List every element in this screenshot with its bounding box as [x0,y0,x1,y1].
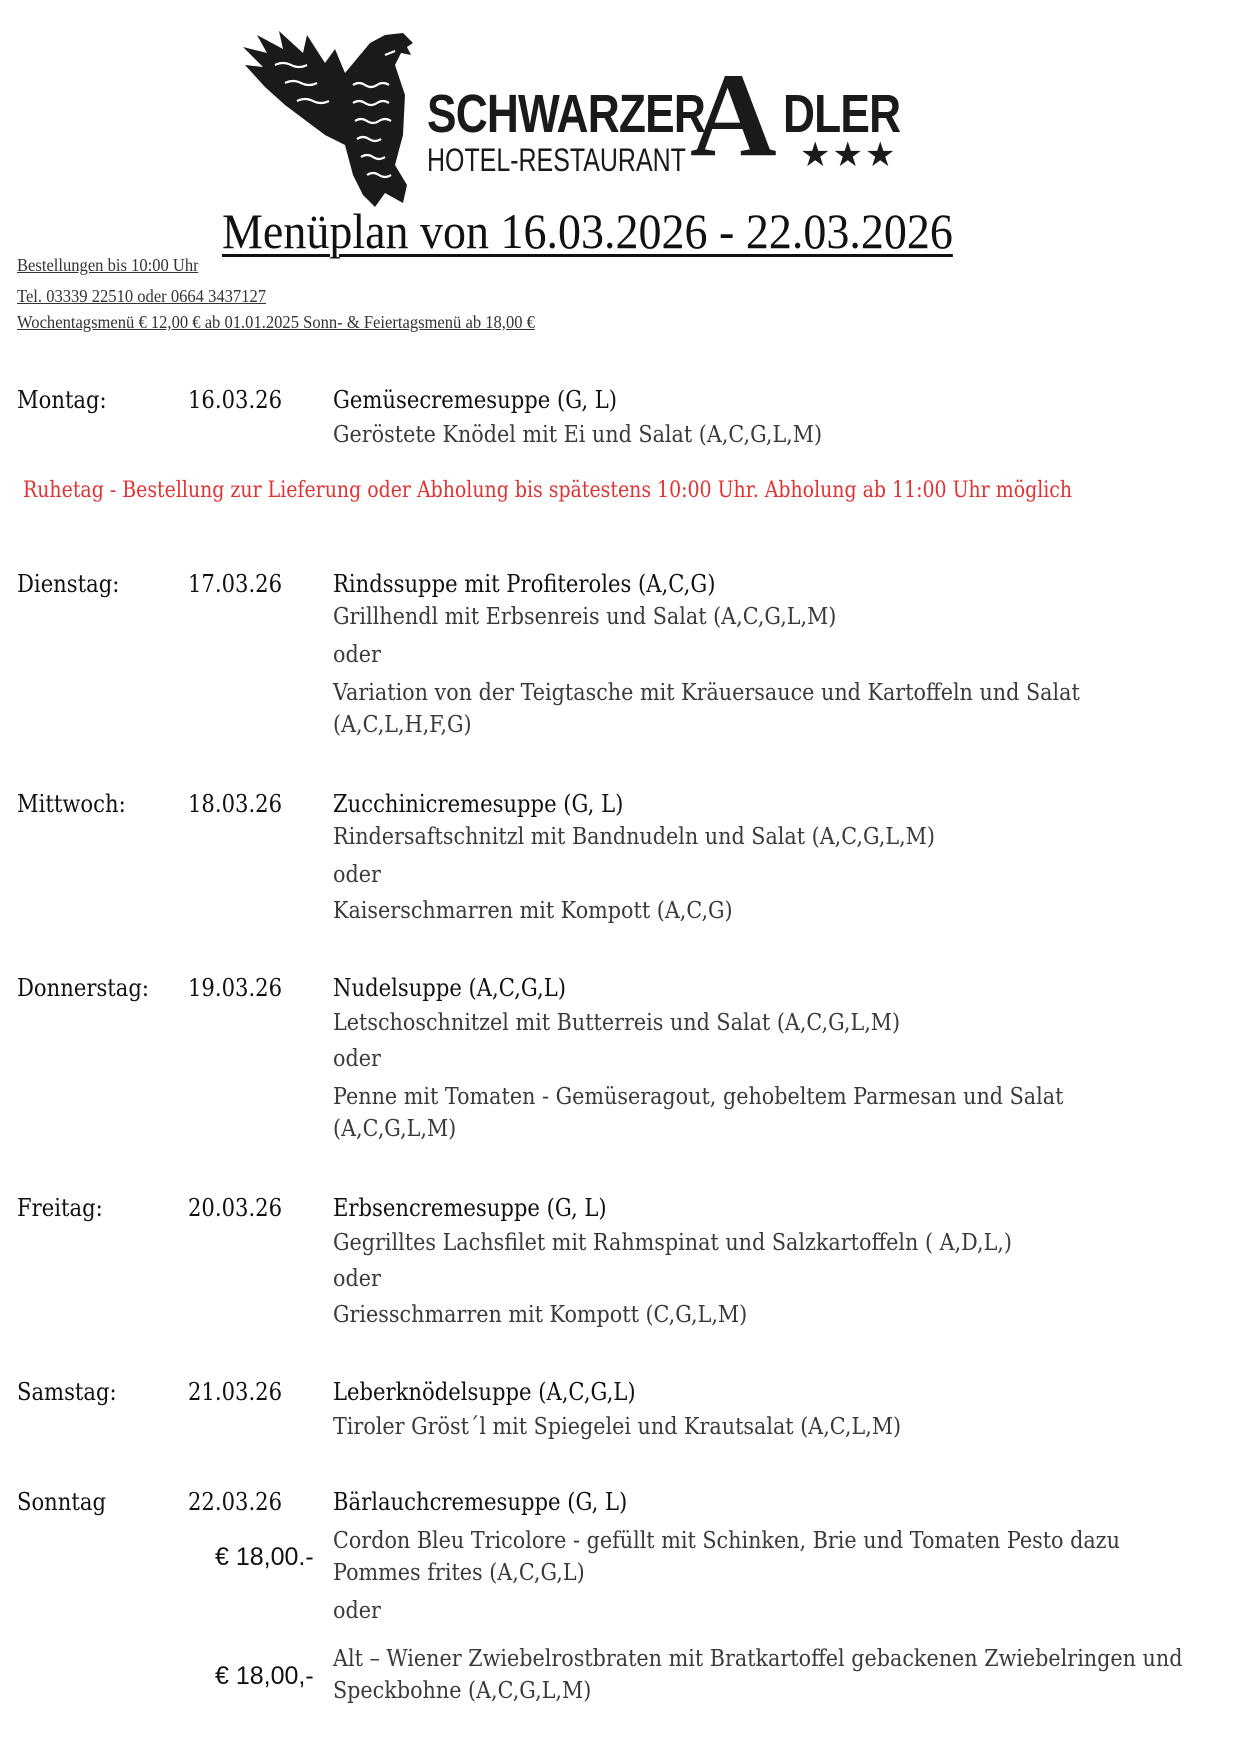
dish: Variation von der Teigtasche mit Kräuersauce und Kartoffeln und Salat [333,680,1080,706]
brand-subtitle: HOTEL-RESTAURANT [427,142,686,178]
dish-allergens: (A,C,G,L,M) [333,1116,457,1142]
day-date: 21.03.26 [188,1378,283,1406]
soup: Leberknödelsuppe (A,C,G,L) [333,1378,636,1406]
day-date: 22.03.26 [188,1488,283,1516]
dish-continued: Pommes frites (A,C,G,L) [333,1560,585,1586]
dish-allergens: (A,C,L,H,F,G) [333,712,472,738]
star-rating-icon: ★★★ [800,135,898,175]
day-date: 16.03.26 [188,386,283,414]
dish-price: € 18,00.- [215,1543,314,1571]
brand-name-rest: DLER [783,84,901,144]
or-separator: oder [333,1598,381,1624]
dish-price: € 18,00,- [215,1662,314,1690]
day-label: Sonntag [17,1488,106,1516]
closed-day-notice: Ruhetag - Bestellung zur Lieferung oder Abholung bis spätestens 10:00 Uhr. Abholung ab 11:00 Uhr möglich [23,478,1073,503]
dish: Griesschmarren mit Kompott (C,G,L,M) [333,1302,748,1328]
dish-continued: Speckbohne (A,C,G,L,M) [333,1678,592,1704]
soup: Zucchinicremesuppe (G, L) [333,790,624,818]
dish: Tiroler Gröst´l mit Spiegelei und Krautsalat (A,C,L,M) [333,1414,902,1440]
page-title: Menüplan von 16.03.2026 - 22.03.2026 [222,203,953,259]
dish: Geröstete Knödel mit Ei und Salat (A,C,G,L,M) [333,422,823,448]
or-separator: oder [333,1266,381,1292]
soup: Bärlauchcremesuppe (G, L) [333,1488,628,1516]
day-label: Freitag: [17,1194,103,1222]
soup: Nudelsuppe (A,C,G,L) [333,974,566,1002]
brand-name: SCHWARZER [427,84,705,144]
dish: Rindersaftschnitzl mit Bandnudeln und Salat (A,C,G,L,M) [333,824,935,850]
day-date: 17.03.26 [188,570,283,598]
orders-deadline: Bestellungen bis 10:00 Uhr [17,258,199,275]
dish: Cordon Bleu Tricolore - gefüllt mit Schinken, Brie und Tomaten Pesto dazu [333,1528,1120,1554]
soup: Gemüsecremesuppe (G, L) [333,386,618,414]
day-label: Samstag: [17,1378,117,1406]
or-separator: oder [333,1046,381,1072]
day-label: Mittwoch: [17,790,126,818]
day-date: 18.03.26 [188,790,283,818]
eagle-icon [235,25,435,215]
day-date: 19.03.26 [188,974,283,1002]
day-date: 20.03.26 [188,1194,283,1222]
dish: Grillhendl mit Erbsenreis und Salat (A,C,G,L,M) [333,604,837,630]
soup: Rindssuppe mit Profiteroles (A,C,G) [333,570,716,598]
dish: Kaiserschmarren mit Kompott (A,C,G) [333,898,733,924]
dish: Alt – Wiener Zwiebelrostbraten mit Bratkartoffel gebackenen Zwiebelringen und [333,1646,1183,1672]
day-label: Dienstag: [17,570,120,598]
restaurant-logo [235,25,915,215]
brand-initial: A [690,48,777,181]
dish: Penne mit Tomaten - Gemüseragout, gehobeltem Parmesan und Salat [333,1084,1064,1110]
or-separator: oder [333,862,381,888]
dish: Letschoschnitzel mit Butterreis und Salat (A,C,G,L,M) [333,1010,901,1036]
phone-info: Tel. 03339 22510 oder 0664 3437127 [17,286,267,306]
price-info: Wochentagsmenü € 12,00 € ab 01.01.2025 Sonn- & Feiertagsmenü ab 18,00 € [17,312,535,332]
day-label: Donnerstag: [17,974,149,1002]
day-label: Montag: [17,386,107,414]
or-separator: oder [333,642,381,668]
dish: Gegrilltes Lachsfilet mit Rahmspinat und Salzkartoffeln ( A,D,L,) [333,1230,1012,1256]
soup: Erbsencremesuppe (G, L) [333,1194,607,1222]
